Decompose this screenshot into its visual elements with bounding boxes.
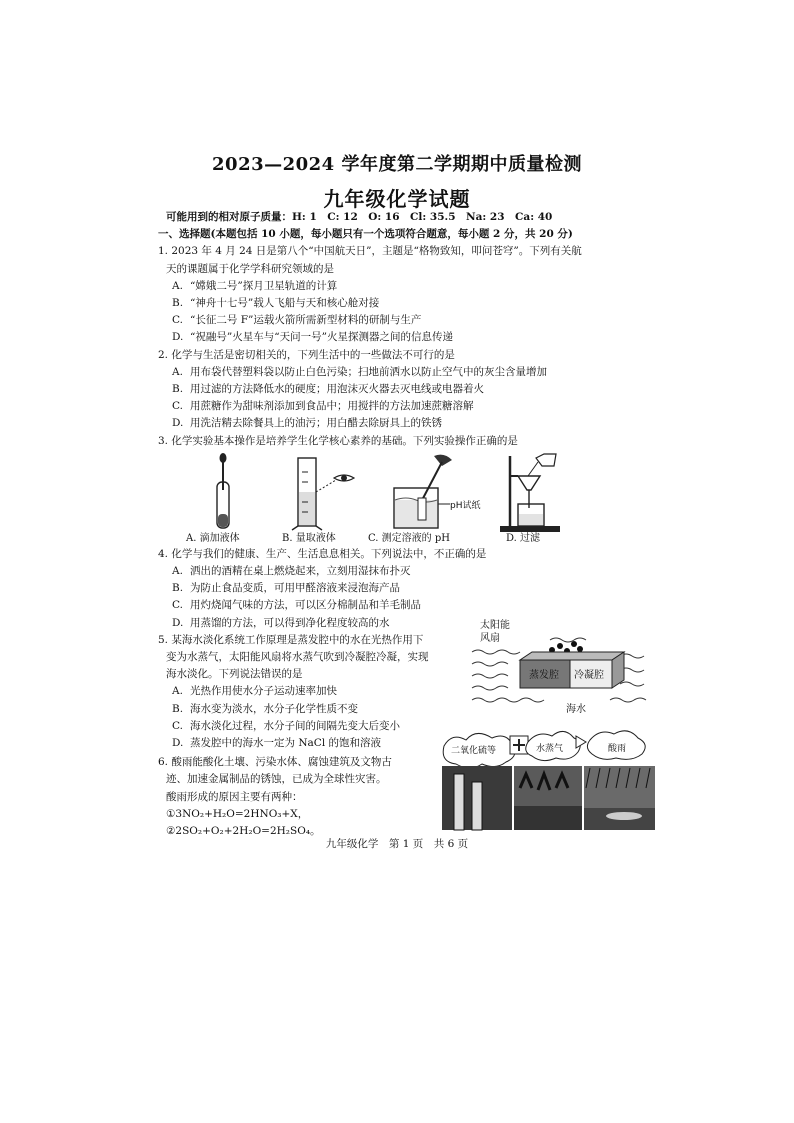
q1-option-c: C. “长征二号 F”运载火箭所需新型材料的研制与生产: [172, 314, 422, 327]
q1-option-a: A. “嫦娥二号”探月卫星轨道的计算: [172, 279, 338, 292]
question-3: [158, 433, 638, 544]
q5-option-d: D. 蒸发腔中的海水一定为 NaCl 的饱和溶液: [172, 737, 382, 750]
condenser-label: 冷凝腔: [574, 670, 604, 681]
q6-stem-line2: 迹、加速金属制品的锈蚀，已成为全球性灾害。: [166, 773, 387, 786]
q1-stem-line1: 1. 2023 年 4 月 24 日是第八个“中国航天日”，主题是“格物致知，叩问苍穹”。下列有关航: [158, 245, 582, 258]
section1-heading: 一、选择题(本题包括 10 小题，每小题只有一个选项符合题意，每小题 2 分，共 20 分): [158, 228, 573, 241]
q2-option-a: A. 用布袋代替塑料袋以防止白色污染；扫地前洒水以防止空气中的灰尘含量增加: [172, 365, 547, 378]
acid-rain-figure: [440, 728, 657, 832]
exam-subtitle: 九年级化学试题: [323, 187, 471, 211]
desalination-figure: [470, 616, 650, 716]
q2-option-d: D. 用洗洁精去除餐具上的油污；用白醋去除厨具上的铁锈: [172, 417, 442, 430]
q4-option-a: A. 洒出的酒精在桌上燃烧起来，立刻用湿抹布扑灭: [172, 565, 411, 578]
figure-d-label: D. 过滤: [506, 532, 541, 544]
q5-stem-line3: 海水淡化。下列说法错误的是: [166, 668, 303, 681]
ph-paper-label: pH试纸: [450, 500, 481, 511]
atomic-masses: 可能用到的相对原子质量：H: 1 C: 12 O: 16 Cl: 35.5 Na: 23 Ca: 40: [166, 211, 553, 223]
filtration-figure: [496, 452, 576, 534]
q6-equation-1: ①3NO₂+H₂O=2HNO₃+X，: [166, 807, 309, 820]
ph-test-figure: [380, 452, 490, 532]
q6-equation-2: ②2SO₂+O₂+2H₂O=2H₂SO₄。: [166, 825, 321, 838]
q3-figures: [158, 452, 638, 544]
q4-option-d: D. 用蒸馏的方法，可以得到净化程度较高的水: [172, 616, 390, 629]
q2-option-b: B. 用过滤的方法降低水的硬度；用泡沫灭火器去灭电线或电器着火: [172, 383, 484, 396]
vapor-label: 水蒸气: [536, 744, 564, 754]
q1-stem-line2: 天的课题属于化学学科研究领域的是: [166, 262, 334, 275]
q2-stem: 2. 化学与生活是密切相关的，下列生活中的一些做法不可行的是: [158, 348, 455, 361]
exam-title: 2023—2024 学年度第二学期期中质量检测: [212, 154, 582, 175]
q6-stem-line3: 酸雨形成的原因主要有两种：: [166, 790, 303, 803]
q5-option-b: B. 海水变为淡水，水分子化学性质不变: [172, 702, 358, 715]
q6-stem-line1: 6. 酸雨能酸化土壤、污染水体、腐蚀建筑及文物古: [158, 756, 392, 769]
q4-option-c: C. 用灼烧闻气味的方法，可以区分棉制品和羊毛制品: [172, 599, 421, 612]
seawater-label: 海水: [566, 704, 586, 715]
q5-stem-line1: 5. 某海水淡化系统工作原理是蒸发腔中的水在光热作用下: [158, 633, 424, 646]
evaporator-label: 蒸发腔: [529, 670, 559, 681]
q5-option-c: C. 海水淡化过程，水分子间的间隔先变大后变小: [172, 719, 400, 732]
page-footer: 九年级化学 第 1 页 共 6 页: [325, 838, 469, 850]
question-2: [158, 347, 638, 433]
q4-option-b: B. 为防止食品变质，可用甲醛溶液来浸泡海产品: [172, 582, 400, 595]
figure-a-label: A. 滴加液体: [186, 532, 240, 544]
dropper-figure: [198, 452, 248, 532]
cylinder-figure: [290, 452, 360, 532]
figure-c-label: C. 测定溶液的 pH: [368, 532, 450, 544]
q3-stem: 3. 化学实验基本操作是培养学生化学核心素养的基础。下列实验操作正确的是: [158, 434, 518, 447]
q1-option-b: B. “神舟十七号”载人飞船与天和核心舱对接: [172, 297, 380, 310]
oxides-label: 二氧化硫等: [451, 746, 497, 756]
acid-rain-label: 酸雨: [608, 744, 627, 754]
solar-fan-label-line1: 太阳能: [480, 620, 510, 631]
q5-option-a: A. 光热作用使水分子运动速率加快: [172, 685, 337, 698]
q5-stem-line2: 变为水蒸气，太阳能风扇将水蒸气吹到冷凝腔冷凝，实现: [166, 651, 429, 664]
figure-b-label: B. 量取液体: [282, 532, 336, 544]
question-1: [158, 243, 638, 346]
q4-stem: 4. 化学与我们的健康、生产、生活息息相关。下列说法中，不正确的是: [158, 547, 487, 560]
q2-option-c: C. 用蔗糖作为甜味剂添加到食品中；用搅拌的方法加速蔗糖溶解: [172, 400, 474, 413]
q1-option-d: D. “祝融号”火星车与“天问一号”火星探测器之间的信息传递: [172, 331, 453, 344]
solar-fan-label-line2: 风扇: [480, 633, 500, 644]
